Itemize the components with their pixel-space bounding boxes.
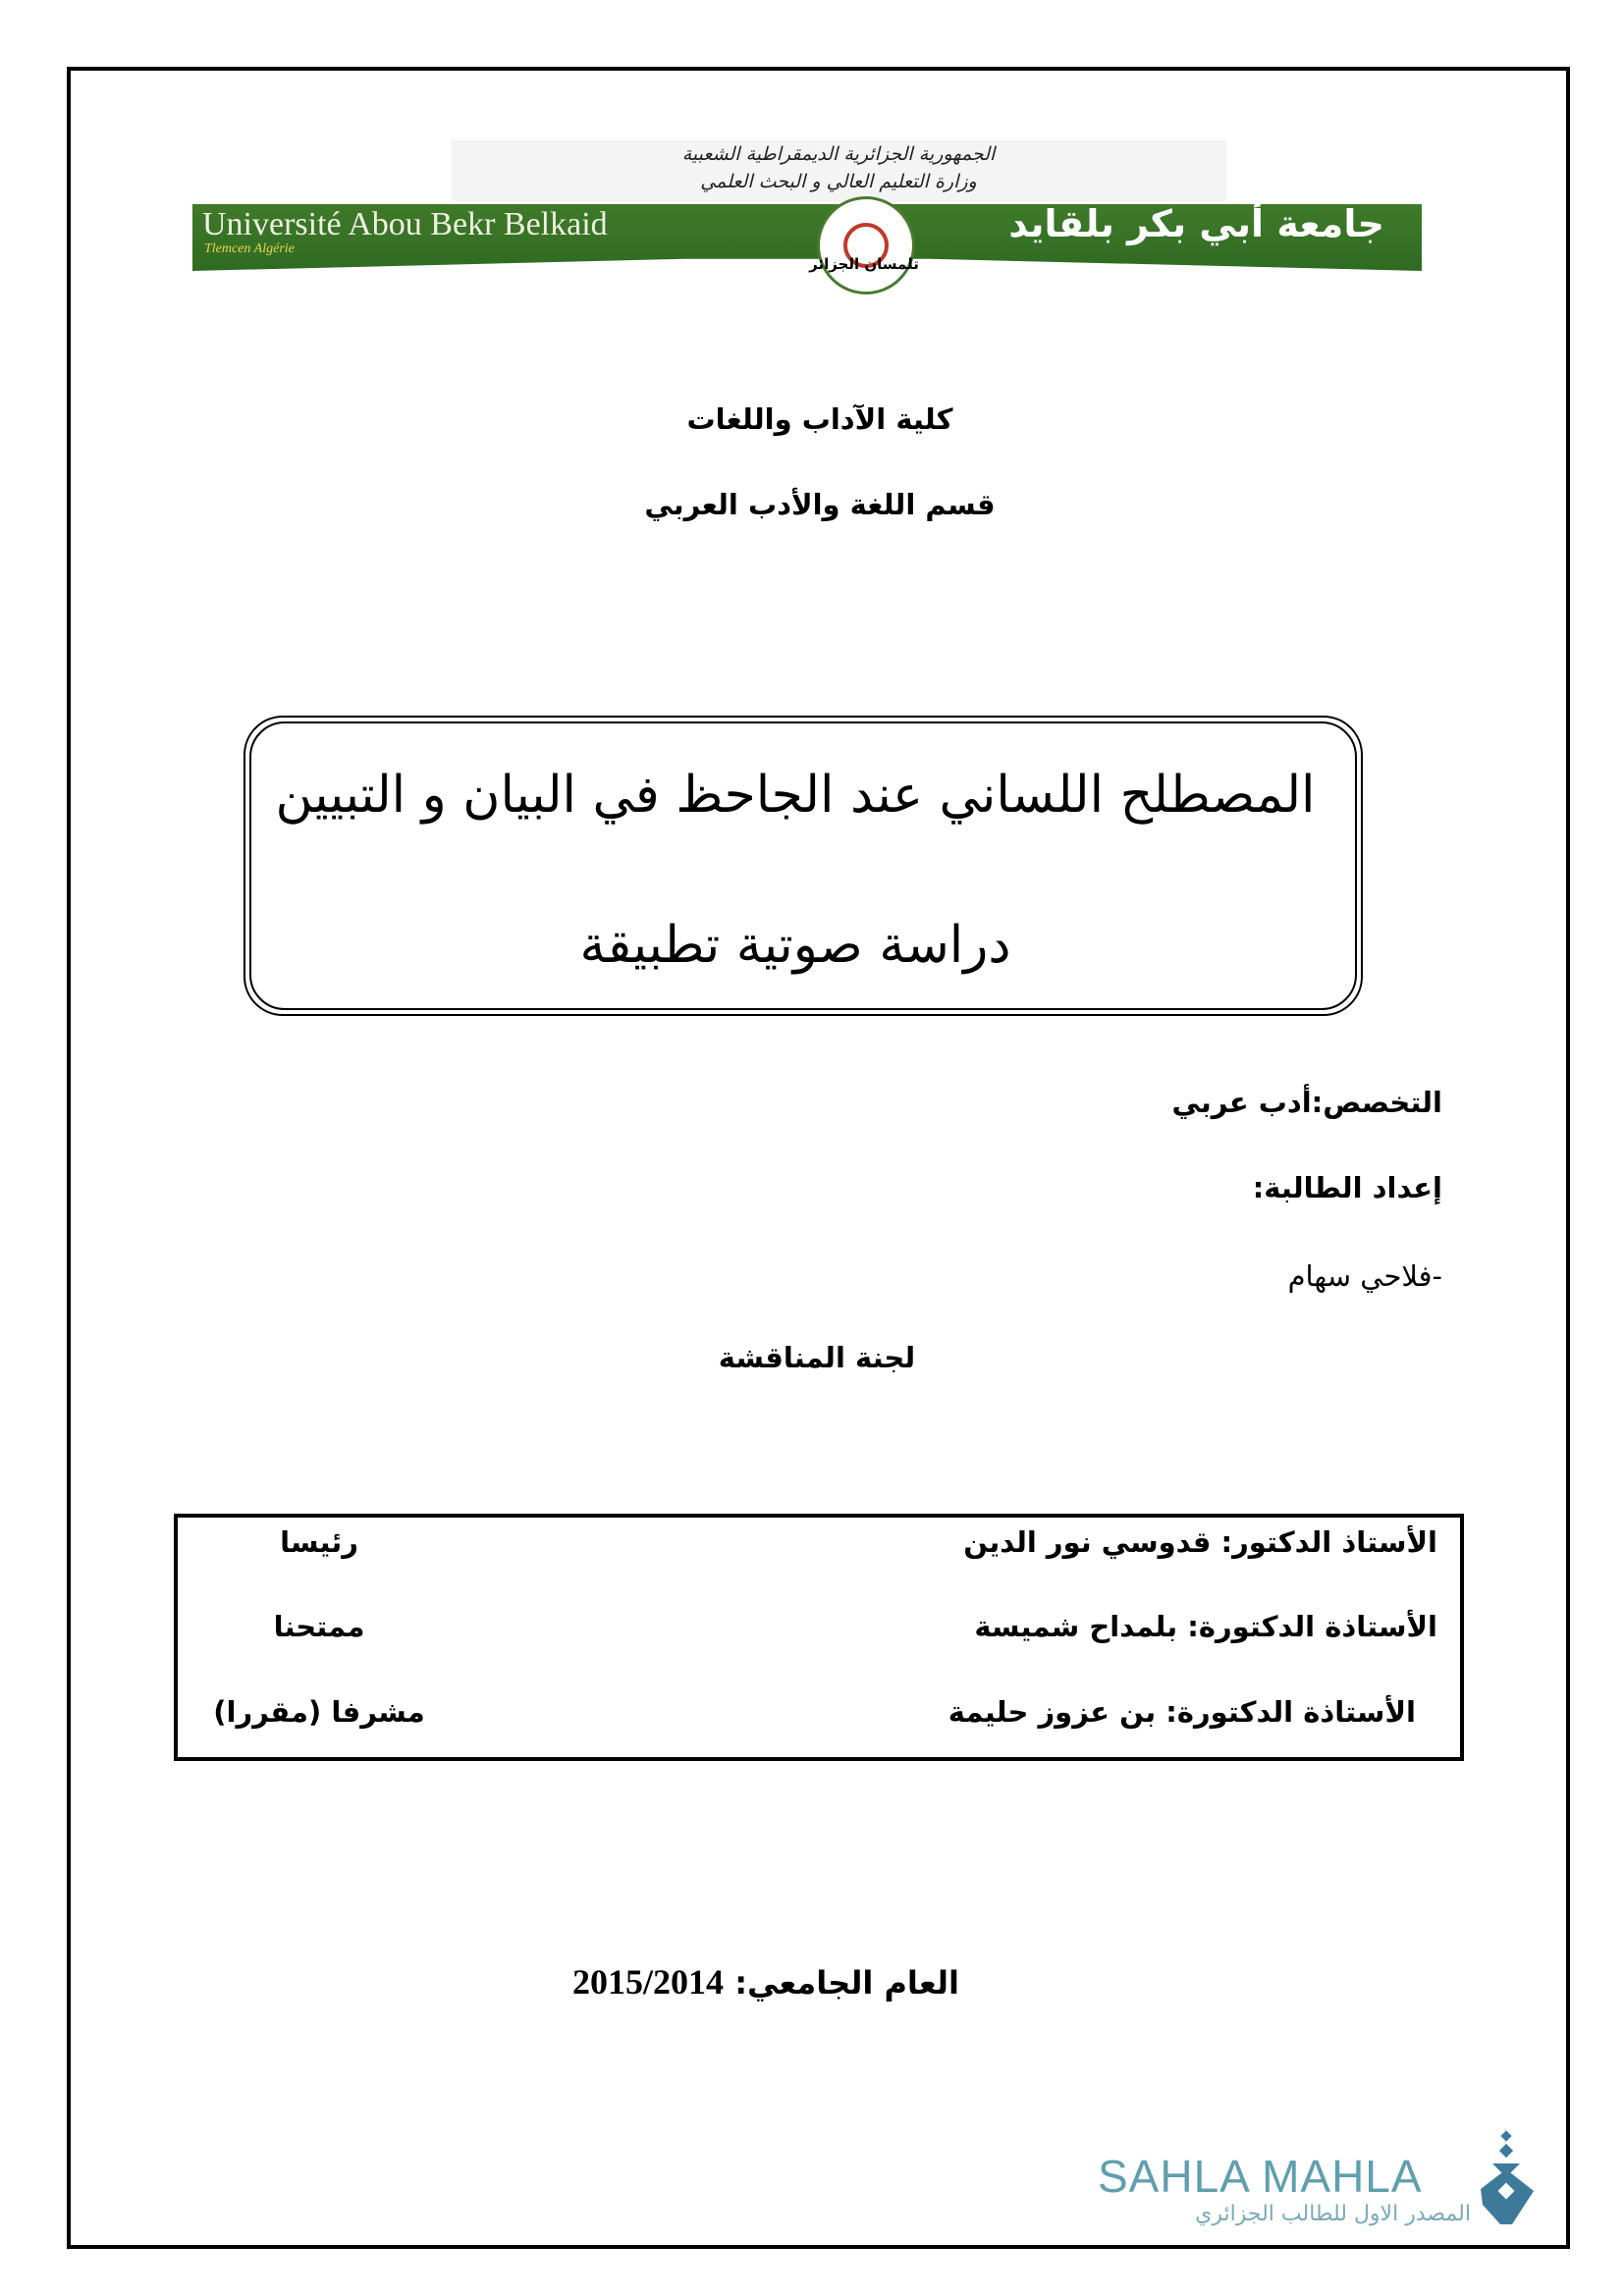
- committee-label: لجنة المناقشة: [718, 1341, 916, 1374]
- prepared-by-label: إعداد الطالبة:: [1252, 1171, 1442, 1204]
- university-seal-icon: [817, 196, 915, 294]
- faculty-name: كلية الآداب واللغات: [686, 402, 953, 436]
- thesis-title: المصطلح اللساني عند الجاحظ في البيان و التبيين: [275, 766, 1316, 825]
- republic-name: الجمهورية الجزائرية الديمقراطية الشعبية: [681, 143, 996, 165]
- academic-year-value: 2015/2014: [572, 1962, 725, 2002]
- page-border: [67, 67, 1570, 2249]
- watermark-tagline: المصدر الاول للطالب الجزائري: [1195, 2202, 1471, 2226]
- sahla-mahla-logo-icon: [1473, 2130, 1542, 2228]
- jury-member-name: الأستاذة الدكتورة: بن عزوز حليمة: [947, 1695, 1416, 1729]
- watermark-brand: SAHLA MAHLA: [1098, 2151, 1423, 2202]
- student-name: -فلاحي سهام: [1287, 1259, 1442, 1293]
- jury-member-name: الأستاذة الدكتورة: بلمداح شميسة: [974, 1610, 1437, 1643]
- department-name: قسم اللغة والأدب العربي: [644, 488, 996, 521]
- jury-member-name: الأستاذ الدكتور: قدوسي نور الدين: [963, 1525, 1437, 1559]
- thesis-subtitle: دراسة صوتية تطبيقة: [579, 916, 1011, 975]
- ministry-name: وزارة التعليم العالي و البحث العلمي: [700, 171, 977, 192]
- university-name-fr: Université Abou Bekr Belkaid: [202, 206, 608, 242]
- academic-year: [471, 1961, 1060, 2002]
- jury-member-role: مشرفا (مقررا): [213, 1695, 425, 1729]
- university-location: Tlemcen Algérie: [204, 241, 295, 256]
- university-name-ar: جامعة أبي بكر بلقايد: [1008, 202, 1384, 245]
- header-ministry-block: [451, 140, 1226, 201]
- jury-member-role: رئيسا: [280, 1525, 358, 1559]
- jury-member-role: ممتحنا: [273, 1610, 365, 1643]
- academic-year-label: العام الجامعي:: [734, 1964, 959, 2002]
- seal-caption: تلمسان الجزائر: [809, 255, 919, 273]
- specialization: التخصص:أدب عربي: [1171, 1086, 1442, 1119]
